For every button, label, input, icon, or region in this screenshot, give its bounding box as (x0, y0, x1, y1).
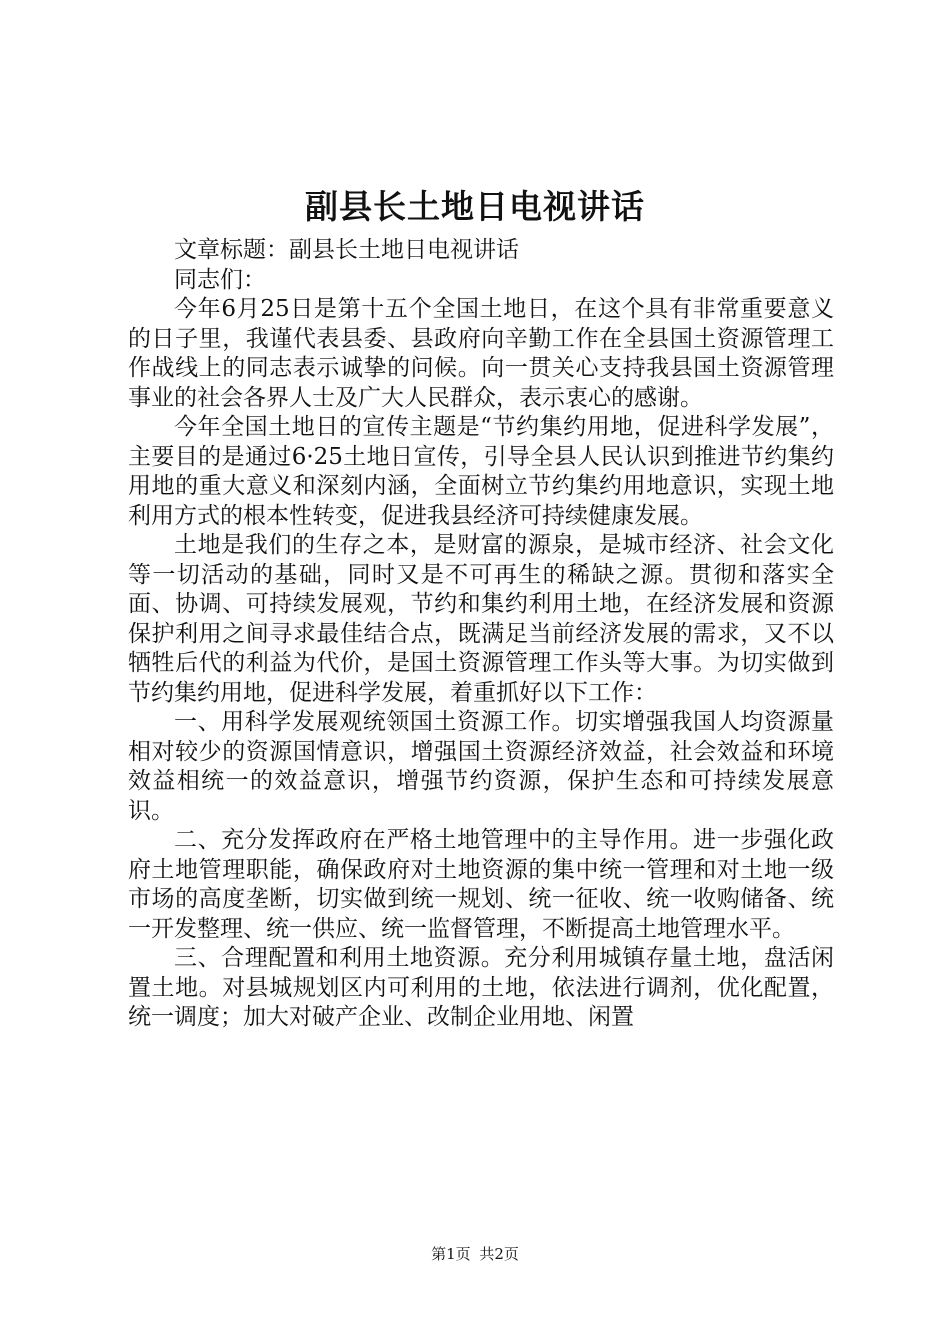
paragraph-land-basis: 土地是我们的生存之本，是财富的源泉，是城市经济、社会文化等一切活动的基础，同时又是不可再生的稀缺之源。贯彻和落实全面、协调、可持续发展观，节约和集约利用土地，在经济发展和资源保护利用之间寻求最佳结合点，既满足当前经济发展的需求，又不以牺牲后代的利益为代价，是国土资源管理工作头等大事。为切实做到节约集约用地，促进科学发展，着重抓好以下工作： (128, 532, 834, 706)
page-footer (0, 1243, 950, 1265)
paragraph-theme: 今年全国土地日的宣传主题是“节约集约用地，促进科学发展”，主要目的是通过6·25土地日宣传，引导全县人民认识到推进节约集约用地的重大意义和深刻内涵，全面树立节约集约用地意识，实现土地利用方式的根本性转变，促进我县经济可持续健康发展。 (128, 414, 834, 529)
paragraph-greeting: 今年6月25日是第十五个全国土地日，在这个具有非常重要意义的日子里，我谨代表县委、县政府向辛勤工作在全县国土资源管理工作战线上的同志表示诚挚的问候。向一贯关心支持我县国土资源管理事业的社会各界人士及广大人民群众，表示衷心的感谢。 (128, 296, 834, 411)
document-body (128, 236, 834, 1033)
paragraph-point-three: 三、合理配置和利用土地资源。充分利用城镇存量土地，盘活闲置土地。对县城规划区内可利用的土地，依法进行调剂，优化配置，统一调度；加大对破产企业、改制企业用地、闲置 (128, 945, 834, 1030)
paragraph-point-two: 二、充分发挥政府在严格土地管理中的主导作用。进一步强化政府土地管理职能，确保政府对土地资源的集中统一管理和对土地一级市场的高度垄断，切实做到统一规划、统一征收、统一收购储备、统一开发整理、统一供应、统一监督管理，不断提高土地管理水平。 (128, 827, 834, 942)
document-title: 副县长土地日电视讲话 (305, 187, 645, 226)
paragraph-point-one: 一、用科学发展观统领国土资源工作。切实增强我国人均资源量相对较少的资源国情意识，增强国土资源经济效益，社会效益和环境效益相统一的效益意识，增强节约资源，保护生态和可持续发展意识。 (128, 709, 834, 824)
paragraph-article-title: 文章标题：副县长土地日电视讲话 (174, 237, 519, 263)
page-number: 第1页 (431, 1245, 471, 1263)
paragraph-salutation: 同志们： (174, 266, 266, 293)
page-total: 共2页 (479, 1245, 519, 1263)
